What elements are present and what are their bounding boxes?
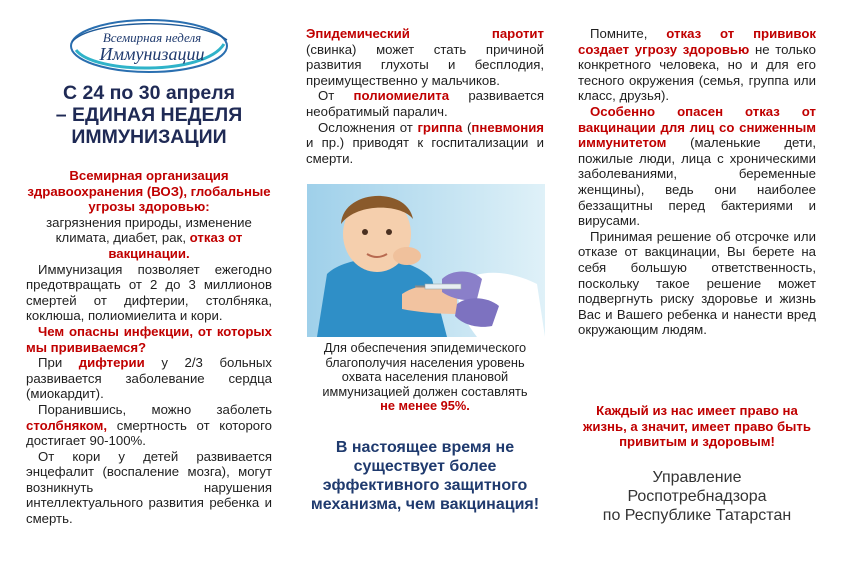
especially-text: Особенно опасен отказ от вакцинации для лиц со сниженным иммунитетом (маленькие дети, пожилые люди, лица с хроническими заболеваниями, беременные женщины), ведь они наиболее беззащитны перед бактериями и вирусами.	[578, 103, 816, 229]
headline-line1: С 24 по 30 апреля	[63, 82, 235, 104]
column-2	[306, 26, 544, 166]
logo-line1: Всемирная неделя	[102, 30, 202, 45]
question-heading: Чем опасны инфекции, от которых мы прививаемся?	[26, 323, 272, 355]
measles-text: От кори у детей развивается энцефалит (воспаление мозга), могут возникнуть нарушения интеллектуального развития ребенка и смерть.	[26, 448, 272, 527]
threats-list: загрязнения природы, изменение климата, диабет, рак, отказ от вакцинации.	[46, 214, 252, 261]
child-vaccination-photo	[307, 184, 545, 337]
decision-text: Принимая решение об отсрочке или отказе от вакцинации, Вы берете на себя большую ответственность, поскольку такое решение может подвергнуть риску здоровье и жизнь Вас и Вашего ребенка и нанести вред окружающим людям.	[578, 228, 816, 338]
flu-text: Осложнения от гриппа (пневмония и пр.) приводят к госпитализации и смерти.	[306, 119, 544, 166]
column-1	[26, 168, 272, 527]
signature-line1: Управление	[652, 469, 742, 486]
immunization-week-logo	[64, 14, 234, 76]
immunization-benefit: Иммунизация позволяет ежегодно предотвращать от 2 до 3 миллионов смертей от дифтерии, столбняка, коклюша, полиомиелита и кори.	[26, 261, 272, 324]
diphtheria-text: При дифтерии у 2/3 больных развивается заболевание сердца (миокардит).	[26, 355, 272, 402]
headline-line3: ИММУНИЗАЦИИ	[71, 126, 227, 148]
who-threats-heading: Всемирная организация здравоохранения (ВОЗ), глобальные угрозы здоровью:	[27, 168, 271, 215]
coverage-value: не менее 95%.	[380, 398, 470, 414]
column-3	[578, 26, 816, 338]
remember-text: Помните, отказ от прививок создает угрозу здоровью не только конкретного человека, но и для его тесного окружения (семья, группа или класс, друзья).	[578, 26, 816, 104]
headline-line2: – ЕДИНАЯ НЕДЕЛЯ	[55, 104, 243, 126]
polio-text: От полиомиелита развивается необратимый паралич.	[306, 88, 544, 119]
signature-block	[578, 468, 816, 525]
headline	[26, 82, 272, 148]
signature-line2: Роспотребнадзора	[627, 488, 767, 505]
right-to-health: Каждый из нас имеет право на жизнь, а значит, имеет право быть привитым и здоровым!	[583, 403, 811, 450]
mumps-text: Эпидемический паротит(свинка) может стать причиной развития глухоты и бесплодия, преимущественно у мальчиков.	[306, 26, 544, 88]
signature-line3: по Республике Татарстан	[602, 507, 792, 524]
logo-line2: Иммунизации	[99, 44, 205, 64]
coverage-caption: Для обеспечения эпидемического благополучия населения уровень охвата населения плановой иммунизацией должен составлять не менее 95%.	[322, 340, 528, 414]
tetanus-text: Поранившись, можно заболеть столбняком, смертность от которого достигает 90-100%.	[26, 401, 272, 449]
vaccination-statement: В настоящее время не существует более эффективного защитного механизма, чем вакцинация!	[310, 439, 540, 513]
